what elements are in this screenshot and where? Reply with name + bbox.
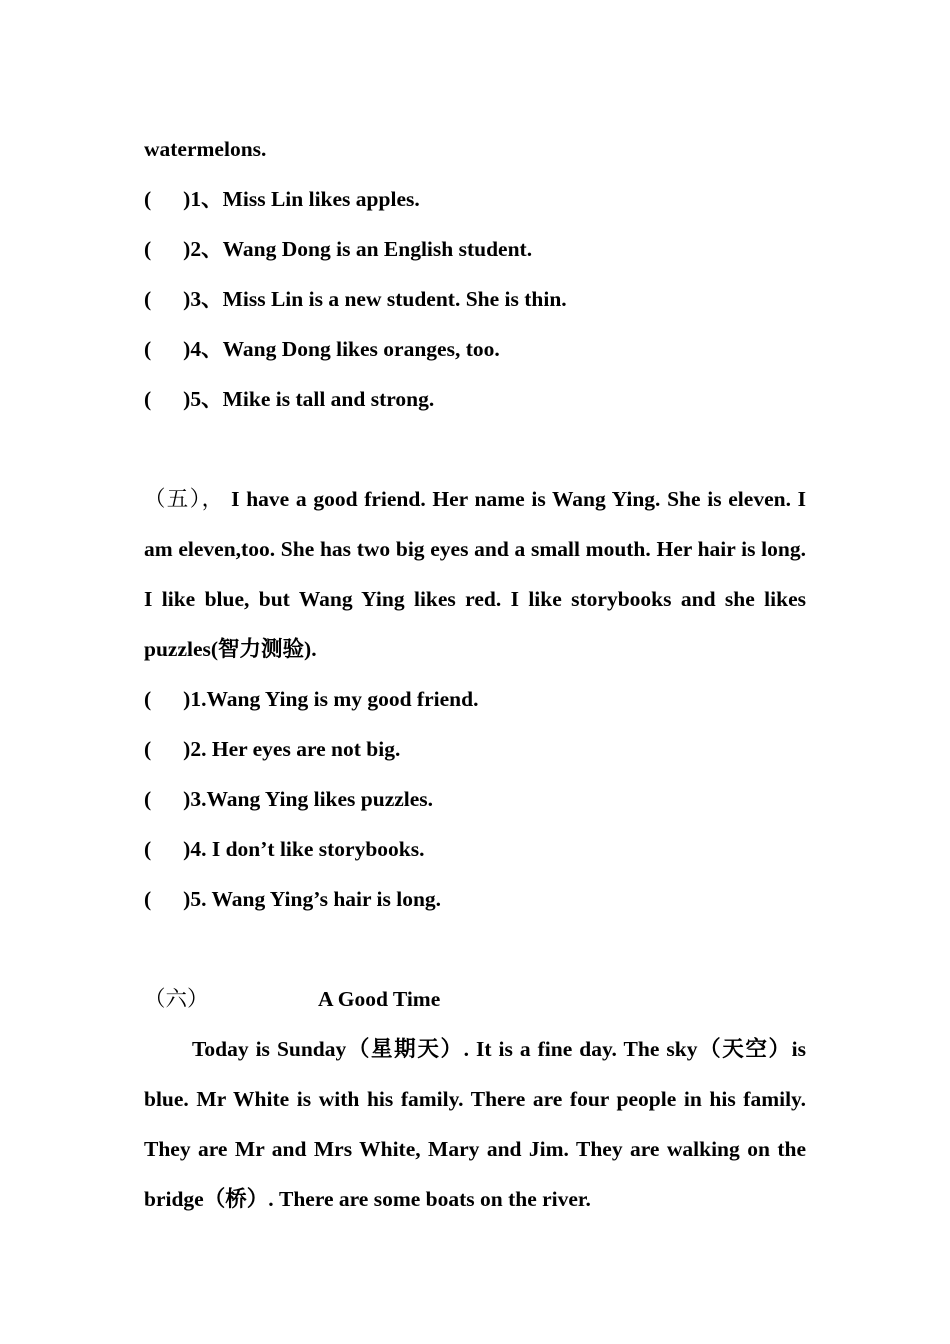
- section-6-header: [144, 974, 806, 1024]
- passage-text: I have a good friend. Her name is Wang Ying. She is eleven. I am eleven,too. She has two big eyes and a small mouth. Her hair is long. I like blue, but Wang Ying likes red. I like storybooks and she likes puzzles(智力测验).: [144, 487, 806, 661]
- continuation-text: watermelons.: [144, 137, 267, 161]
- question-item: [144, 824, 806, 874]
- answer-paren-open: (: [144, 787, 152, 811]
- section-spacer: [144, 924, 806, 974]
- question-number: )4.: [183, 837, 207, 861]
- question-number: )5.: [183, 887, 207, 911]
- question-number: )5、: [183, 387, 223, 411]
- question-item: [144, 274, 806, 324]
- section-6: [144, 974, 806, 1224]
- answer-paren-open: (: [144, 737, 152, 761]
- answer-paren-open: (: [144, 237, 152, 261]
- section-6-passage: Today is Sunday（星期天）. It is a fine day. The sky（天空）is blue. Mr White is with his family. There are four people in his family. They are Mr and Mrs White, Mary and Jim. They are walking on the bridge（桥）. There are some boats on the river.: [144, 1037, 806, 1211]
- question-number: )2、: [183, 237, 223, 261]
- question-text: Wang Ying is my good friend.: [206, 687, 479, 711]
- question-item: [144, 674, 806, 724]
- question-text: Wang Dong likes oranges, too.: [222, 337, 500, 361]
- answer-paren-open: (: [144, 687, 152, 711]
- section-spacer: [144, 424, 806, 474]
- section-title: A Good Time: [318, 987, 441, 1011]
- question-item: [144, 374, 806, 424]
- answer-paren-open: (: [144, 887, 152, 911]
- question-number: )1、: [183, 187, 223, 211]
- question-text: Wang Dong is an English student.: [222, 237, 533, 261]
- section-marker: （六）: [144, 987, 209, 1011]
- section-5: [144, 474, 806, 924]
- worksheet-page: [144, 124, 806, 1224]
- question-item: [144, 174, 806, 224]
- answer-paren-open: (: [144, 187, 152, 211]
- answer-paren-open: (: [144, 337, 152, 361]
- question-text: Wang Ying’s hair is long.: [206, 887, 442, 911]
- question-item: [144, 874, 806, 924]
- question-number: )1.: [183, 687, 207, 711]
- question-text: I don’t like storybooks.: [206, 837, 425, 861]
- section-5-passage: [144, 474, 806, 674]
- answer-paren-open: (: [144, 837, 152, 861]
- question-item: [144, 324, 806, 374]
- question-text: Miss Lin likes apples.: [222, 187, 420, 211]
- question-text: Her eyes are not big.: [206, 737, 401, 761]
- section-marker: （五），: [144, 487, 225, 511]
- question-number: )2.: [183, 737, 207, 761]
- question-number: )3.: [183, 787, 207, 811]
- question-text: Wang Ying likes puzzles.: [206, 787, 434, 811]
- section-4-questions: [144, 174, 806, 424]
- answer-paren-open: (: [144, 387, 152, 411]
- question-item: [144, 774, 806, 824]
- question-text: Mike is tall and strong.: [222, 387, 435, 411]
- question-item: [144, 724, 806, 774]
- question-text: Miss Lin is a new student. She is thin.: [222, 287, 567, 311]
- question-item: [144, 224, 806, 274]
- question-number: )4、: [183, 337, 223, 361]
- answer-paren-open: (: [144, 287, 152, 311]
- question-number: )3、: [183, 287, 223, 311]
